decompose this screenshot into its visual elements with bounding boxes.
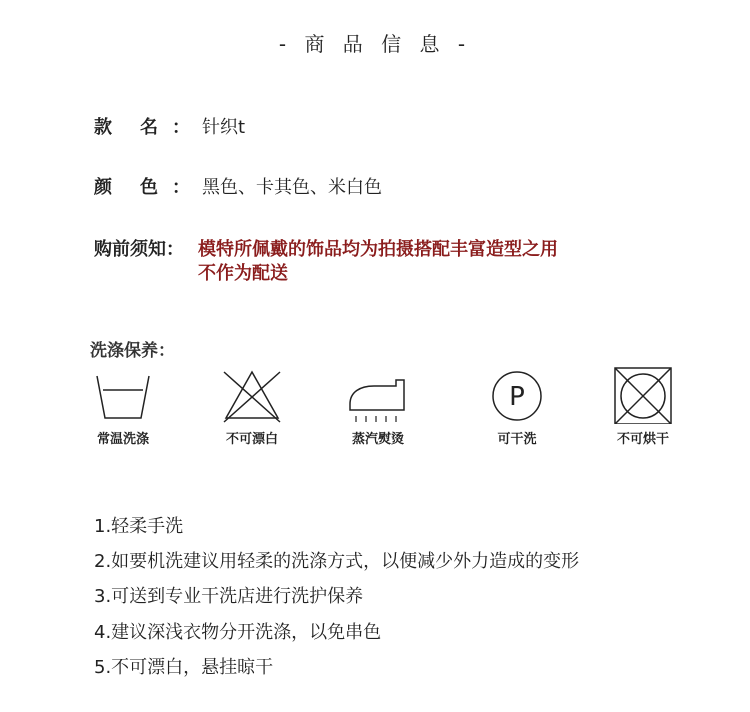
instruction-item: 4.建议深浅衣物分开洗涤，以免串色 [94,622,382,643]
dry-clean-p-icon [485,366,549,424]
page-title: - 商 品 信 息 - [278,32,472,56]
product-name-row: 款 名 ： 针织t [94,117,246,138]
care-symbol-no-tumble-dry [588,366,698,447]
care-title: 洗涤保养： [90,341,175,361]
care-label-iron: 蒸汽熨烫 [351,432,404,447]
care-label-no-tumble-dry: 不可烘干 [616,432,669,447]
care-label-dry-clean: 可干洗 [497,432,537,447]
no-bleach-icon [220,366,284,424]
instruction-item: 5.不可漂白，悬挂晾干 [94,657,274,678]
product-color-row: 颜 色 ： 黑色、卡其色、米白色 [94,177,382,198]
care-symbol-no-bleach [197,366,307,447]
product-color-label: 颜 色 [94,177,158,198]
care-label-wash: 常温洗涤 [96,432,149,447]
care-label-no-bleach: 不可漂白 [225,432,278,447]
iron-icon [346,366,410,424]
no-tumble-dry-icon [611,366,675,424]
notice-line-1: 模特所佩戴的饰品均为拍摄搭配丰富造型之用 [198,239,558,260]
instruction-item: 2.如要机洗建议用轻柔的洗涤方式，以便减少外力造成的变形 [94,551,580,572]
notice-line-2: 不作为配送 [198,263,288,284]
product-name-label: 款 名 [94,117,158,138]
instruction-item: 1.轻柔手洗 [94,516,184,537]
care-symbol-dry-clean [462,366,572,447]
product-name-value: 针织t [202,117,246,138]
care-symbol-iron [323,366,433,447]
instruction-item: 3.可送到专业干洗店进行洗护保养 [94,586,364,607]
notice-row [94,238,558,286]
wash-tub-icon [91,366,155,424]
product-color-value: 黑色、卡其色、米白色 [202,177,382,198]
care-symbol-wash [68,366,178,447]
dry-clean-letter: P [509,382,525,412]
notice-label: 购前须知： [94,239,184,260]
